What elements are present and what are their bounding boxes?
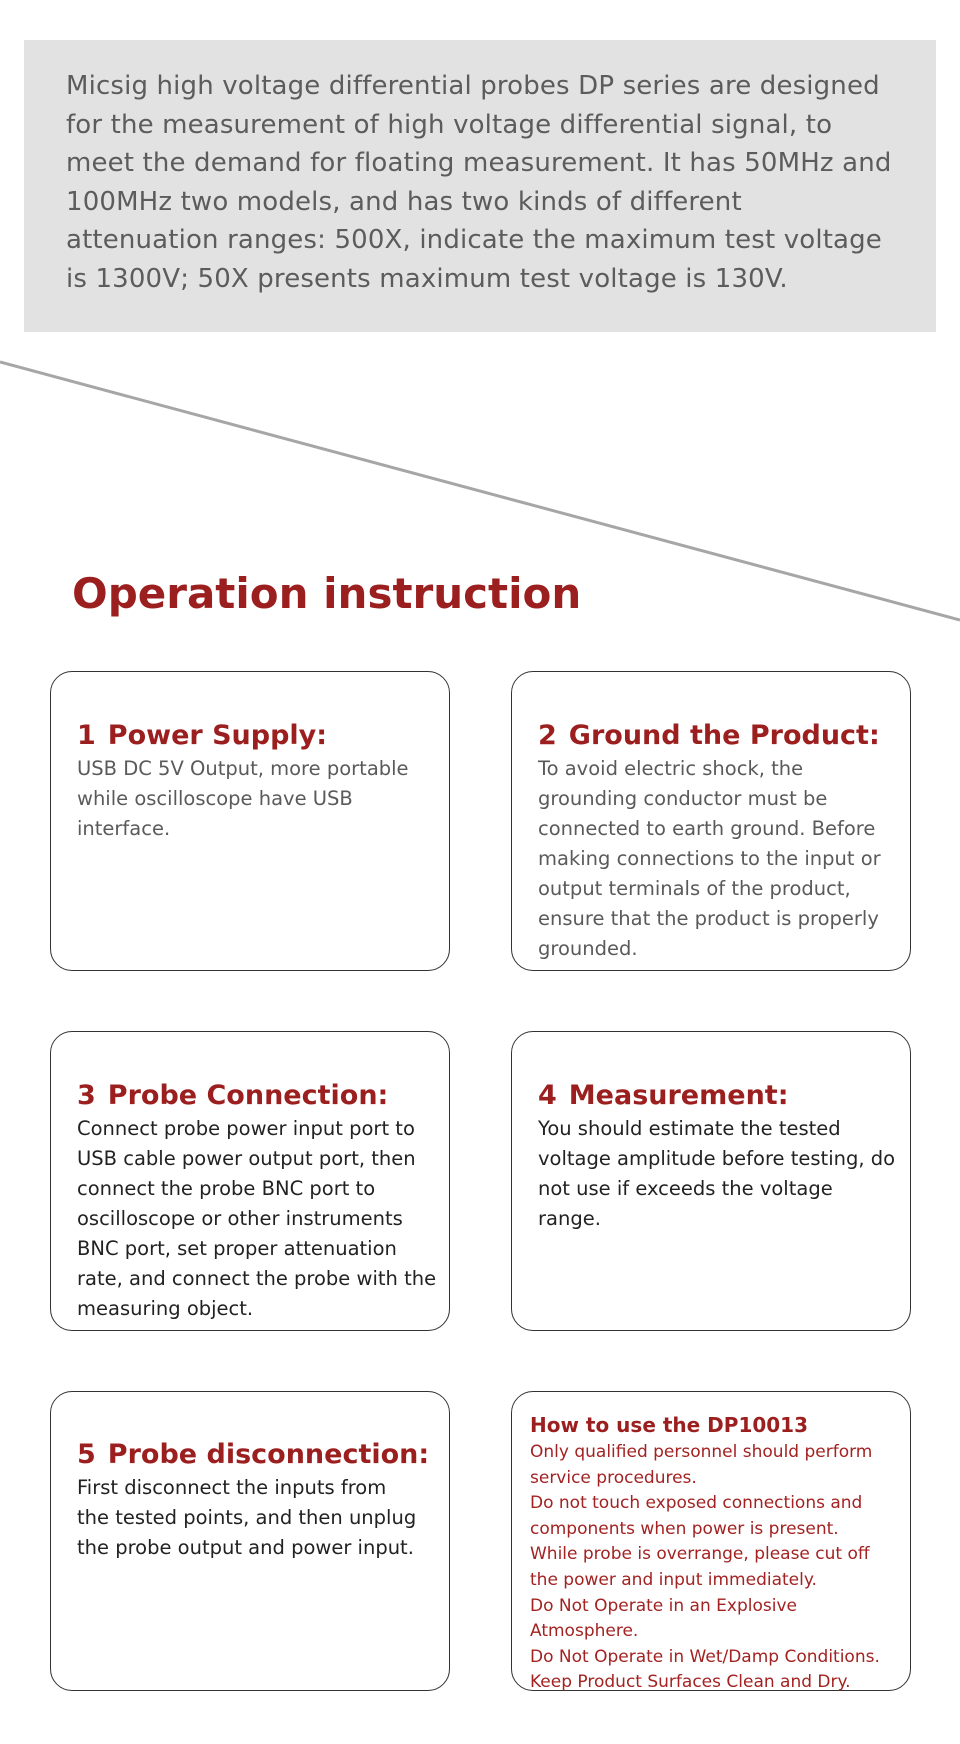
warnings-title: How to use the DP10013 [530,1413,809,1437]
warning-line: While probe is overrange, please cut off [530,1544,870,1565]
step-card-probe-connection [50,1031,450,1331]
step-title-text: Probe Connection: [107,1080,389,1111]
step-number: 4 [538,1080,557,1111]
step-title [77,1437,437,1473]
intro-text: Micsig high voltage differential probes DP series are designed for the measurement of high voltage differential signal, to meet the demand for floating measurement. It has 50MHz and 100MHz two models, and has two kinds of different attenuation ranges: 500X, indicate the maximum test voltage is 1300V; 50X presents maximum test voltage is 130V. [66,71,892,294]
warning-line: Keep Product Surfaces Clean and Dry. [530,1672,851,1693]
step-card-power-supply [50,671,450,971]
step-number: 2 [538,720,557,751]
warning-line: Only qualified personnel should perform [530,1442,873,1462]
step-title [538,1078,898,1114]
warnings-list [530,1440,902,1696]
step-title-text: Power Supply: [107,720,328,751]
step-number: 3 [77,1080,96,1111]
warning-line: Do Not Operate in Wet/Damp Conditions. [530,1646,880,1667]
step-title-text: Probe disconnection: [107,1439,430,1470]
step-title-text: Ground the Product: [568,720,880,751]
step-body: First disconnect the inputs from the tested points, and then unplug the probe output and power input. [77,1476,417,1559]
step-number: 5 [77,1439,96,1470]
step-body: Connect probe power input port to USB cable power output port, then connect the probe BNC port to oscilloscope or other instruments BNC port, set proper attenuation rate, and connect the probe with the measuring object. [77,1117,437,1320]
warning-line: Do Not Operate in an Explosive Atmosphere. [530,1595,797,1642]
step-title [77,1078,437,1114]
step-body: USB DC 5V Output, more portable while oscilloscope have USB interface. [77,757,409,840]
step-title-text: Measurement: [568,1080,789,1111]
step-title [538,718,898,754]
step-number: 1 [77,720,96,751]
step-body: To avoid electric shock, the grounding conductor must be connected to earth ground. Before making connections to the input or output terminals of the product, ensure that the product is properly grounded. [538,757,881,960]
warning-line: service procedures. [530,1467,697,1488]
warning-line: Do not touch exposed connections and [530,1493,863,1514]
step-title [77,718,437,754]
warning-line: components when power is present. [530,1518,839,1539]
step-card-measurement [511,1031,911,1331]
step-body: You should estimate the tested voltage amplitude before testing, do not use if exceeds the voltage range. [538,1117,896,1230]
section-title: Operation instruction [72,569,582,618]
safety-warnings-card [511,1391,911,1691]
warning-line: the power and input immediately. [530,1569,817,1590]
step-card-ground-product [511,671,911,971]
intro-panel [24,40,936,332]
step-card-probe-disconnection [50,1391,450,1691]
